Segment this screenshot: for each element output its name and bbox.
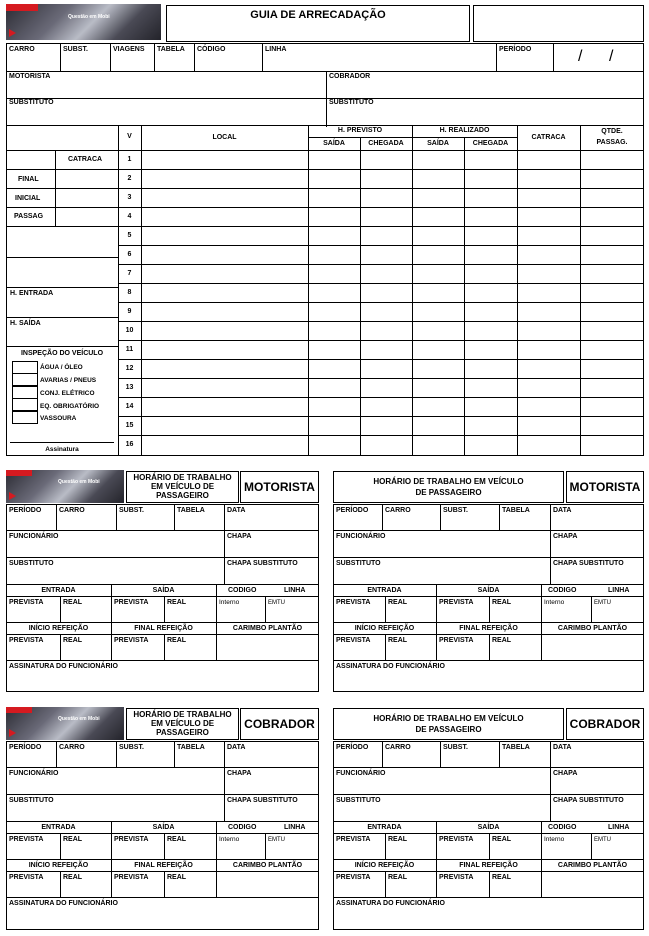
label-linha: LINHA xyxy=(608,587,630,594)
label-entrada: ENTRADA xyxy=(41,587,76,594)
label-funcionario: FUNCIONÁRIO xyxy=(9,770,59,777)
header-saida: SAÍDA xyxy=(323,140,345,147)
label-carimbo-plantao: CARIMBO PLANTÃO xyxy=(557,625,628,632)
label-real: REAL xyxy=(492,836,512,843)
label-prevista: PREVISTA xyxy=(114,836,149,843)
label-prevista: PREVISTA xyxy=(336,874,371,881)
label-chapa-substituto: CHAPA SUBSTITUTO xyxy=(227,797,298,804)
row-number: 9 xyxy=(127,308,132,315)
company-logo xyxy=(6,4,161,40)
label-linha: LINHA xyxy=(265,46,287,53)
horario-title: PASSAGEIRO xyxy=(156,491,209,500)
label-tabela: TABELA xyxy=(177,744,205,751)
label-entrada: ENTRADA xyxy=(367,824,402,831)
label-carro: CARRO xyxy=(59,507,85,514)
label-saida: SAÍDA xyxy=(477,587,500,594)
label-prevista: PREVISTA xyxy=(114,599,149,606)
company-logo xyxy=(6,470,124,503)
label-real: REAL xyxy=(492,599,512,606)
row-number: 14 xyxy=(125,403,134,410)
label-prevista: PREVISTA xyxy=(439,599,474,606)
row-number: 6 xyxy=(127,251,132,258)
logo-tagline: Questão em Mobi xyxy=(68,14,110,20)
label-inicio-refeicao: INÍCIO REFEIÇÃO xyxy=(28,862,89,869)
company-logo xyxy=(6,707,124,740)
label-real: REAL xyxy=(388,599,408,606)
row-number: 2 xyxy=(127,175,132,182)
label-chapa: CHAPA xyxy=(227,770,252,777)
label-periodo: PERÍODO xyxy=(499,46,532,53)
horario-title: PASSAGEIRO xyxy=(156,728,209,737)
label-final-refeicao: FINAL REFEIÇÃO xyxy=(459,862,518,869)
checkbox[interactable] xyxy=(12,398,38,411)
label-motorista: MOTORISTA xyxy=(9,73,51,80)
label-funcionario: FUNCIONÁRIO xyxy=(9,533,59,540)
label-real: REAL xyxy=(492,637,512,644)
role-title: MOTORISTA xyxy=(244,480,315,494)
label-carro: CARRO xyxy=(59,744,85,751)
label-substituto: SUBSTITUTO xyxy=(9,560,54,567)
label-prevista: PREVISTA xyxy=(439,637,474,644)
checkbox[interactable] xyxy=(12,373,38,386)
label-prevista: PREVISTA xyxy=(336,637,371,644)
label-chapa-substituto: CHAPA SUBSTITUTO xyxy=(553,560,624,567)
label-chapa: CHAPA xyxy=(227,533,252,540)
label-periodo: PERÍODO xyxy=(9,744,42,751)
label-real: REAL xyxy=(167,637,187,644)
label-assinatura-funcionario: ASSINATURA DO FUNCIONÁRIO xyxy=(9,663,118,670)
label-tabela: TABELA xyxy=(157,46,185,53)
row-number: 12 xyxy=(125,365,134,372)
label-prevista: PREVISTA xyxy=(9,599,44,606)
label-saida: SAÍDA xyxy=(477,824,500,831)
role-title: COBRADOR xyxy=(244,717,315,731)
label-real: REAL xyxy=(167,599,187,606)
label-saida: SAÍDA xyxy=(152,587,175,594)
label-prevista: PREVISTA xyxy=(9,836,44,843)
label-substituto: SUBSTITUTO xyxy=(329,99,374,106)
row-number: 13 xyxy=(125,384,134,391)
page-title: GUIA DE ARRECADAÇÃO xyxy=(250,9,386,21)
label-substituto: SUBSTITUTO xyxy=(9,99,54,106)
label-final: FINAL xyxy=(18,176,39,183)
header-saida: SAÍDA xyxy=(427,140,449,147)
label-interno: Interno xyxy=(544,836,565,843)
label-carro: CARRO xyxy=(385,744,411,751)
horario-title: HORÁRIO DE TRABALHO xyxy=(133,473,232,482)
horario-title: DE PASSAGEIRO xyxy=(415,488,482,497)
row-number: 16 xyxy=(125,441,134,448)
label-prevista: PREVISTA xyxy=(9,637,44,644)
label-passag: PASSAG xyxy=(14,213,44,220)
label-linha: LINHA xyxy=(284,587,306,594)
label-interno: Interno xyxy=(219,599,240,606)
horario-title: HORÁRIO DE TRABALHO EM VEÍCULO xyxy=(373,714,524,723)
label-real: REAL xyxy=(388,637,408,644)
horario-title: HORÁRIO DE TRABALHO xyxy=(133,710,232,719)
label-real: REAL xyxy=(63,637,83,644)
header-h-previsto: H. PREVISTO xyxy=(337,127,383,134)
label-assinatura: Assinatura xyxy=(45,446,79,453)
label-real: REAL xyxy=(63,874,83,881)
horario-box xyxy=(333,708,564,740)
label-subst: SUBST. xyxy=(443,744,468,751)
label-real: REAL xyxy=(388,874,408,881)
row-number: 4 xyxy=(127,213,132,220)
label-tabela: TABELA xyxy=(177,507,205,514)
row-number: 15 xyxy=(125,422,134,429)
label-periodo: PERÍODO xyxy=(9,507,42,514)
label-subst: SUBST. xyxy=(119,507,144,514)
label-data: DATA xyxy=(553,507,572,514)
checkbox[interactable] xyxy=(12,411,38,424)
header-chegada: CHEGADA xyxy=(472,140,509,147)
label-prevista: PREVISTA xyxy=(439,874,474,881)
label-prevista: PREVISTA xyxy=(439,836,474,843)
label-prevista: PREVISTA xyxy=(114,637,149,644)
label-prevista: PREVISTA xyxy=(9,874,44,881)
label-data: DATA xyxy=(553,744,572,751)
label-entrada: ENTRADA xyxy=(367,587,402,594)
label-entrada: ENTRADA xyxy=(41,824,76,831)
label-emtu: EMTU xyxy=(594,837,611,843)
label-subst: SUBST. xyxy=(119,744,144,751)
date-separator: / xyxy=(609,48,614,65)
row-number: 1 xyxy=(127,156,132,163)
label-periodo: PERÍODO xyxy=(336,744,369,751)
label-substituto: SUBSTITUTO xyxy=(336,797,381,804)
horario-title: EM VEÍCULO DE xyxy=(150,482,215,491)
header-qtde: QTDE. xyxy=(601,128,623,135)
row-number: 3 xyxy=(127,194,132,201)
check-label: ÁGUA / ÓLEO xyxy=(40,364,83,371)
label-codigo: CODIGO xyxy=(228,587,257,594)
row-number: 11 xyxy=(125,346,134,353)
label-interno: Interno xyxy=(219,836,240,843)
horario-title: EM VEÍCULO DE xyxy=(150,719,215,728)
label-real: REAL xyxy=(167,874,187,881)
label-inicio-refeicao: INÍCIO REFEIÇÃO xyxy=(28,625,89,632)
label-carro: CARRO xyxy=(385,507,411,514)
label-real: REAL xyxy=(388,836,408,843)
row-number: 7 xyxy=(127,270,132,277)
label-h-saida: H. SAÍDA xyxy=(10,320,41,327)
header-local: LOCAL xyxy=(212,134,237,141)
label-inicio-refeicao: INÍCIO REFEIÇÃO xyxy=(354,862,415,869)
label-catraca: CATRACA xyxy=(68,156,103,163)
label-carimbo-plantao: CARIMBO PLANTÃO xyxy=(232,862,303,869)
check-label: EQ. OBRIGATÓRIO xyxy=(40,403,100,410)
row-carro-linha xyxy=(6,43,644,72)
label-inicio-refeicao: INÍCIO REFEIÇÃO xyxy=(354,625,415,632)
label-cobrador: COBRADOR xyxy=(329,73,371,80)
logo-tagline: Questão em Mobi xyxy=(58,716,100,722)
label-codigo: CODIGO xyxy=(548,587,577,594)
label-carimbo-plantao: CARIMBO PLANTÃO xyxy=(557,862,628,869)
check-label: AVARIAS / PNEUS xyxy=(40,377,97,384)
header-h-realizado: H. REALIZADO xyxy=(439,127,490,134)
label-chapa: CHAPA xyxy=(553,533,578,540)
label-tabela: TABELA xyxy=(502,744,530,751)
label-chapa-substituto: CHAPA SUBSTITUTO xyxy=(227,560,298,567)
horario-title: HORÁRIO DE TRABALHO EM VEÍCULO xyxy=(373,477,524,486)
label-emtu: EMTU xyxy=(268,837,285,843)
label-assinatura-funcionario: ASSINATURA DO FUNCIONÁRIO xyxy=(9,900,118,907)
label-chapa: CHAPA xyxy=(553,770,578,777)
label-real: REAL xyxy=(492,874,512,881)
header-passag: PASSAG. xyxy=(596,139,628,146)
label-funcionario: FUNCIONÁRIO xyxy=(336,533,386,540)
header-chegada: CHEGADA xyxy=(368,140,404,147)
label-emtu: EMTU xyxy=(594,600,611,606)
label-prevista: PREVISTA xyxy=(336,599,371,606)
header-v: V xyxy=(127,133,132,140)
label-interno: Interno xyxy=(544,599,565,606)
row-substituto xyxy=(6,98,644,126)
label-subst: SUBST. xyxy=(63,46,88,53)
label-h-entrada: H. ENTRADA xyxy=(10,290,54,297)
check-label: VASSOURA xyxy=(40,415,77,422)
label-linha: LINHA xyxy=(608,824,630,831)
label-real: REAL xyxy=(167,836,187,843)
horario-box xyxy=(333,471,564,503)
trip-table xyxy=(6,125,644,456)
label-codigo: CÓDIGO xyxy=(197,46,226,53)
label-prevista: PREVISTA xyxy=(336,836,371,843)
label-data: DATA xyxy=(227,744,246,751)
label-inicial: INICIAL xyxy=(15,195,41,202)
label-final-refeicao: FINAL REFEIÇÃO xyxy=(134,862,193,869)
label-assinatura-funcionario: ASSINATURA DO FUNCIONÁRIO xyxy=(336,663,445,670)
role-title: COBRADOR xyxy=(569,717,641,731)
label-tabela: TABELA xyxy=(502,507,530,514)
label-assinatura-funcionario: ASSINATURA DO FUNCIONÁRIO xyxy=(336,900,445,907)
label-subst: SUBST. xyxy=(443,507,468,514)
label-periodo: PERÍODO xyxy=(336,507,369,514)
row-motorista-cobrador xyxy=(6,71,644,99)
date-separator: / xyxy=(578,48,583,65)
label-prevista: PREVISTA xyxy=(114,874,149,881)
row-number: 5 xyxy=(127,232,132,239)
label-chapa-substituto: CHAPA SUBSTITUTO xyxy=(553,797,624,804)
label-codigo: CODIGO xyxy=(548,824,577,831)
row-number: 10 xyxy=(125,327,134,334)
label-real: REAL xyxy=(63,836,83,843)
label-linha: LINHA xyxy=(284,824,306,831)
header-catraca: CATRACA xyxy=(531,134,566,141)
label-carimbo-plantao: CARIMBO PLANTÃO xyxy=(232,625,303,632)
label-funcionario: FUNCIONÁRIO xyxy=(336,770,386,777)
label-emtu: EMTU xyxy=(268,600,285,606)
label-data: DATA xyxy=(227,507,246,514)
label-inspecao: INSPEÇÃO DO VEÍCULO xyxy=(20,350,104,357)
label-final-refeicao: FINAL REFEIÇÃO xyxy=(134,625,193,632)
label-final-refeicao: FINAL REFEIÇÃO xyxy=(459,625,518,632)
role-title: MOTORISTA xyxy=(569,480,641,494)
blank-box xyxy=(473,5,644,42)
logo-tagline: Questão em Mobi xyxy=(58,479,100,485)
label-viagens: VIAGENS xyxy=(113,46,145,53)
check-label: CONJ. ELÉTRICO xyxy=(40,390,95,397)
row-number: 8 xyxy=(127,289,132,296)
horario-title: DE PASSAGEIRO xyxy=(415,725,482,734)
label-substituto: SUBSTITUTO xyxy=(9,797,54,804)
label-substituto: SUBSTITUTO xyxy=(336,560,381,567)
label-codigo: CODIGO xyxy=(228,824,257,831)
label-real: REAL xyxy=(63,599,83,606)
label-saida: SAÍDA xyxy=(152,824,175,831)
label-carro: CARRO xyxy=(9,46,35,53)
